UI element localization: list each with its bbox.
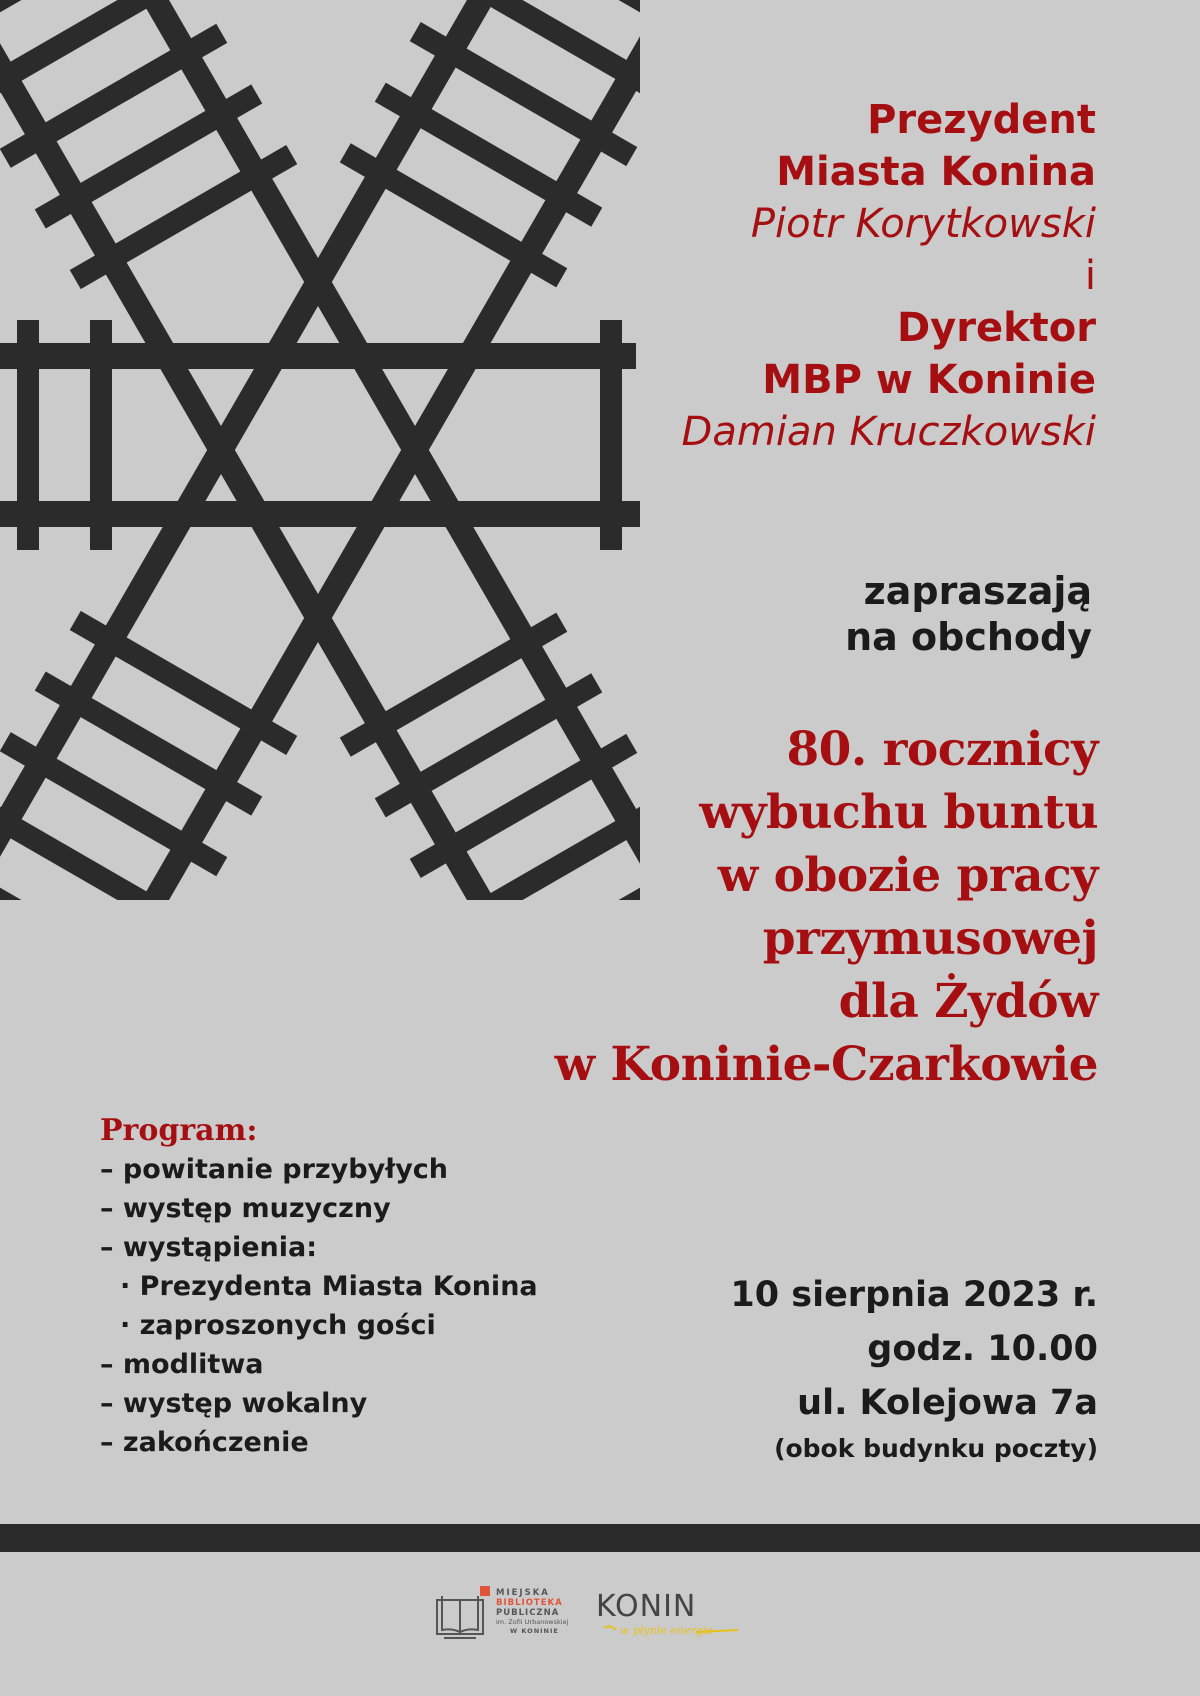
event-title-line: przymusowej [762, 911, 1098, 966]
event-title-line: w obozie pracy [717, 848, 1098, 903]
library-logo-line: PUBLICZNA [496, 1608, 560, 1618]
railway-tracks-graphic [0, 0, 640, 905]
program-item: – zakończenie [100, 1427, 309, 1458]
open-book-icon [437, 1596, 483, 1638]
host-name-2: Damian Kruczkowski [681, 409, 1096, 455]
hosts-block [682, 94, 1096, 458]
city-logo-tagline: w płynie energia [620, 1624, 713, 1637]
sponsor-logos [434, 1584, 774, 1654]
konin-city-logo [596, 1589, 738, 1637]
invite-line-2: na obchody [845, 615, 1092, 659]
program-subitem: · Prezydenta Miasta Konina [120, 1271, 538, 1302]
program-item: – występ muzyczny [100, 1193, 391, 1224]
library-logo-line: MIEJSKA [496, 1588, 550, 1598]
program-item: – występ wokalny [100, 1388, 368, 1419]
library-logo-line: W KONINIE [510, 1627, 559, 1635]
invitation-text [845, 568, 1092, 660]
library-logo-line: BIBLIOTEKA [496, 1598, 563, 1608]
host-conjunction: i [1084, 253, 1096, 299]
host-title-2: Miasta Konina [776, 149, 1096, 195]
library-logo [437, 1586, 569, 1638]
event-title-line: dla Żydów [838, 974, 1098, 1029]
host-title-4: MBP w Koninie [762, 357, 1096, 403]
program-item: – wystąpienia: [100, 1232, 318, 1263]
footer-divider-bar [0, 1524, 1200, 1552]
program-section [100, 1112, 538, 1462]
event-date: 10 sierpnia 2023 r. [730, 1275, 1098, 1315]
logo-accent-square [480, 1586, 490, 1596]
program-list [100, 1150, 538, 1462]
event-title-line: w Koninie-Czarkowie [554, 1037, 1098, 1092]
city-logo-swoosh [604, 1626, 616, 1630]
host-title-3: Dyrektor [896, 305, 1096, 351]
program-item: – powitanie przybyłych [100, 1154, 449, 1185]
event-title [555, 718, 1098, 1096]
city-logo-name: KONIN [596, 1589, 697, 1624]
event-location-note: (obok budynku poczty) [774, 1434, 1098, 1463]
invite-line-1: zapraszają [863, 569, 1092, 613]
program-item: – modlitwa [100, 1349, 264, 1380]
event-address: ul. Kolejowa 7a [797, 1383, 1098, 1423]
host-title-1: Prezydent [867, 97, 1096, 143]
event-title-line: wybuchu buntu [699, 785, 1098, 840]
library-logo-line: im. Zofii Urbanowskiej [496, 1618, 569, 1626]
event-details [730, 1268, 1098, 1468]
program-subitem: · zaproszonych gości [120, 1310, 436, 1341]
program-title: Program: [100, 1113, 258, 1148]
event-title-line: 80. rocznicy [786, 722, 1098, 777]
host-name-1: Piotr Korytkowski [750, 201, 1096, 247]
horizontal-track [0, 320, 640, 550]
event-time: godz. 10.00 [867, 1329, 1098, 1369]
